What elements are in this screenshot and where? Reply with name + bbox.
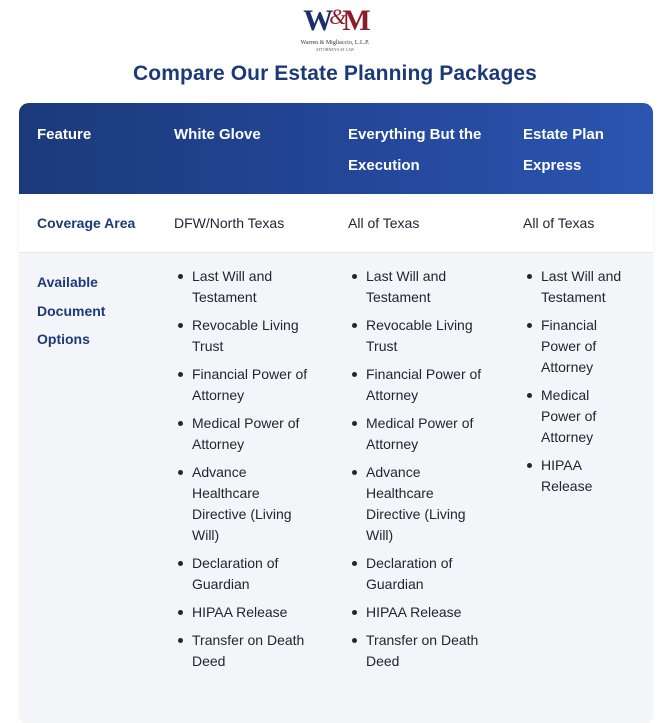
logo-monogram [295, 6, 375, 36]
document-item: Last Will and Testament [523, 266, 629, 308]
document-item: Financial Power of Attorney [174, 364, 314, 406]
logo-letter-w: W [303, 4, 330, 37]
row-label-available-document-options: Available Document Options [37, 274, 106, 347]
document-item: Last Will and Testament [174, 266, 314, 308]
document-item: Advance Healthcare Directive (Living Will) [348, 462, 490, 546]
document-item: Medical Power of Attorney [348, 413, 490, 455]
document-item: Medical Power of Attorney [174, 413, 314, 455]
row-label-coverage-area: Coverage Area [37, 215, 136, 231]
header-estate-plan-express: Estate Plan Express [523, 126, 604, 174]
document-item: HIPAA Release [174, 602, 314, 623]
document-list-everything-but-the-execution [348, 266, 490, 679]
document-item: Declaration of Guardian [174, 553, 314, 595]
document-item: Transfer on Death Deed [174, 630, 314, 672]
header-feature: Feature [37, 126, 92, 143]
header-white-glove: White Glove [174, 126, 261, 143]
document-item: Last Will and Testament [348, 266, 490, 308]
coverage-everything-but-the-execution: All of Texas [348, 215, 420, 231]
document-item: HIPAA Release [348, 602, 490, 623]
document-item: Revocable Living Trust [174, 315, 314, 357]
document-list-white-glove [174, 266, 314, 679]
logo-firm-name: Warren & Migliaccio, L.L.P. [300, 40, 370, 46]
firm-logo[interactable] [0, 6, 670, 54]
table-row-document-options [19, 253, 653, 723]
logo-letter-m: M [342, 4, 367, 37]
document-item: HIPAA Release [523, 455, 629, 497]
document-item: Transfer on Death Deed [348, 630, 490, 672]
table-header-row [19, 103, 653, 194]
logo-tagline: ATTORNEYS AT LAW [315, 47, 355, 52]
document-item: Revocable Living Trust [348, 315, 490, 357]
table-row-coverage-area [19, 194, 653, 253]
document-item: Advance Healthcare Directive (Living Will) [174, 462, 314, 546]
logo-ampersand: & [329, 4, 343, 29]
document-item: Medical Power of Attorney [523, 385, 629, 448]
document-item: Financial Power of Attorney [523, 315, 629, 378]
document-item: Declaration of Guardian [348, 553, 490, 595]
header-everything-but-the-execution: Everything But the Execution [348, 126, 482, 174]
coverage-white-glove: DFW/North Texas [174, 215, 285, 231]
page-title: Compare Our Estate Planning Packages [133, 62, 537, 85]
document-item: Financial Power of Attorney [348, 364, 490, 406]
document-list-estate-plan-express [523, 266, 629, 504]
coverage-estate-plan-express: All of Texas [523, 215, 595, 231]
comparison-table [19, 103, 653, 723]
